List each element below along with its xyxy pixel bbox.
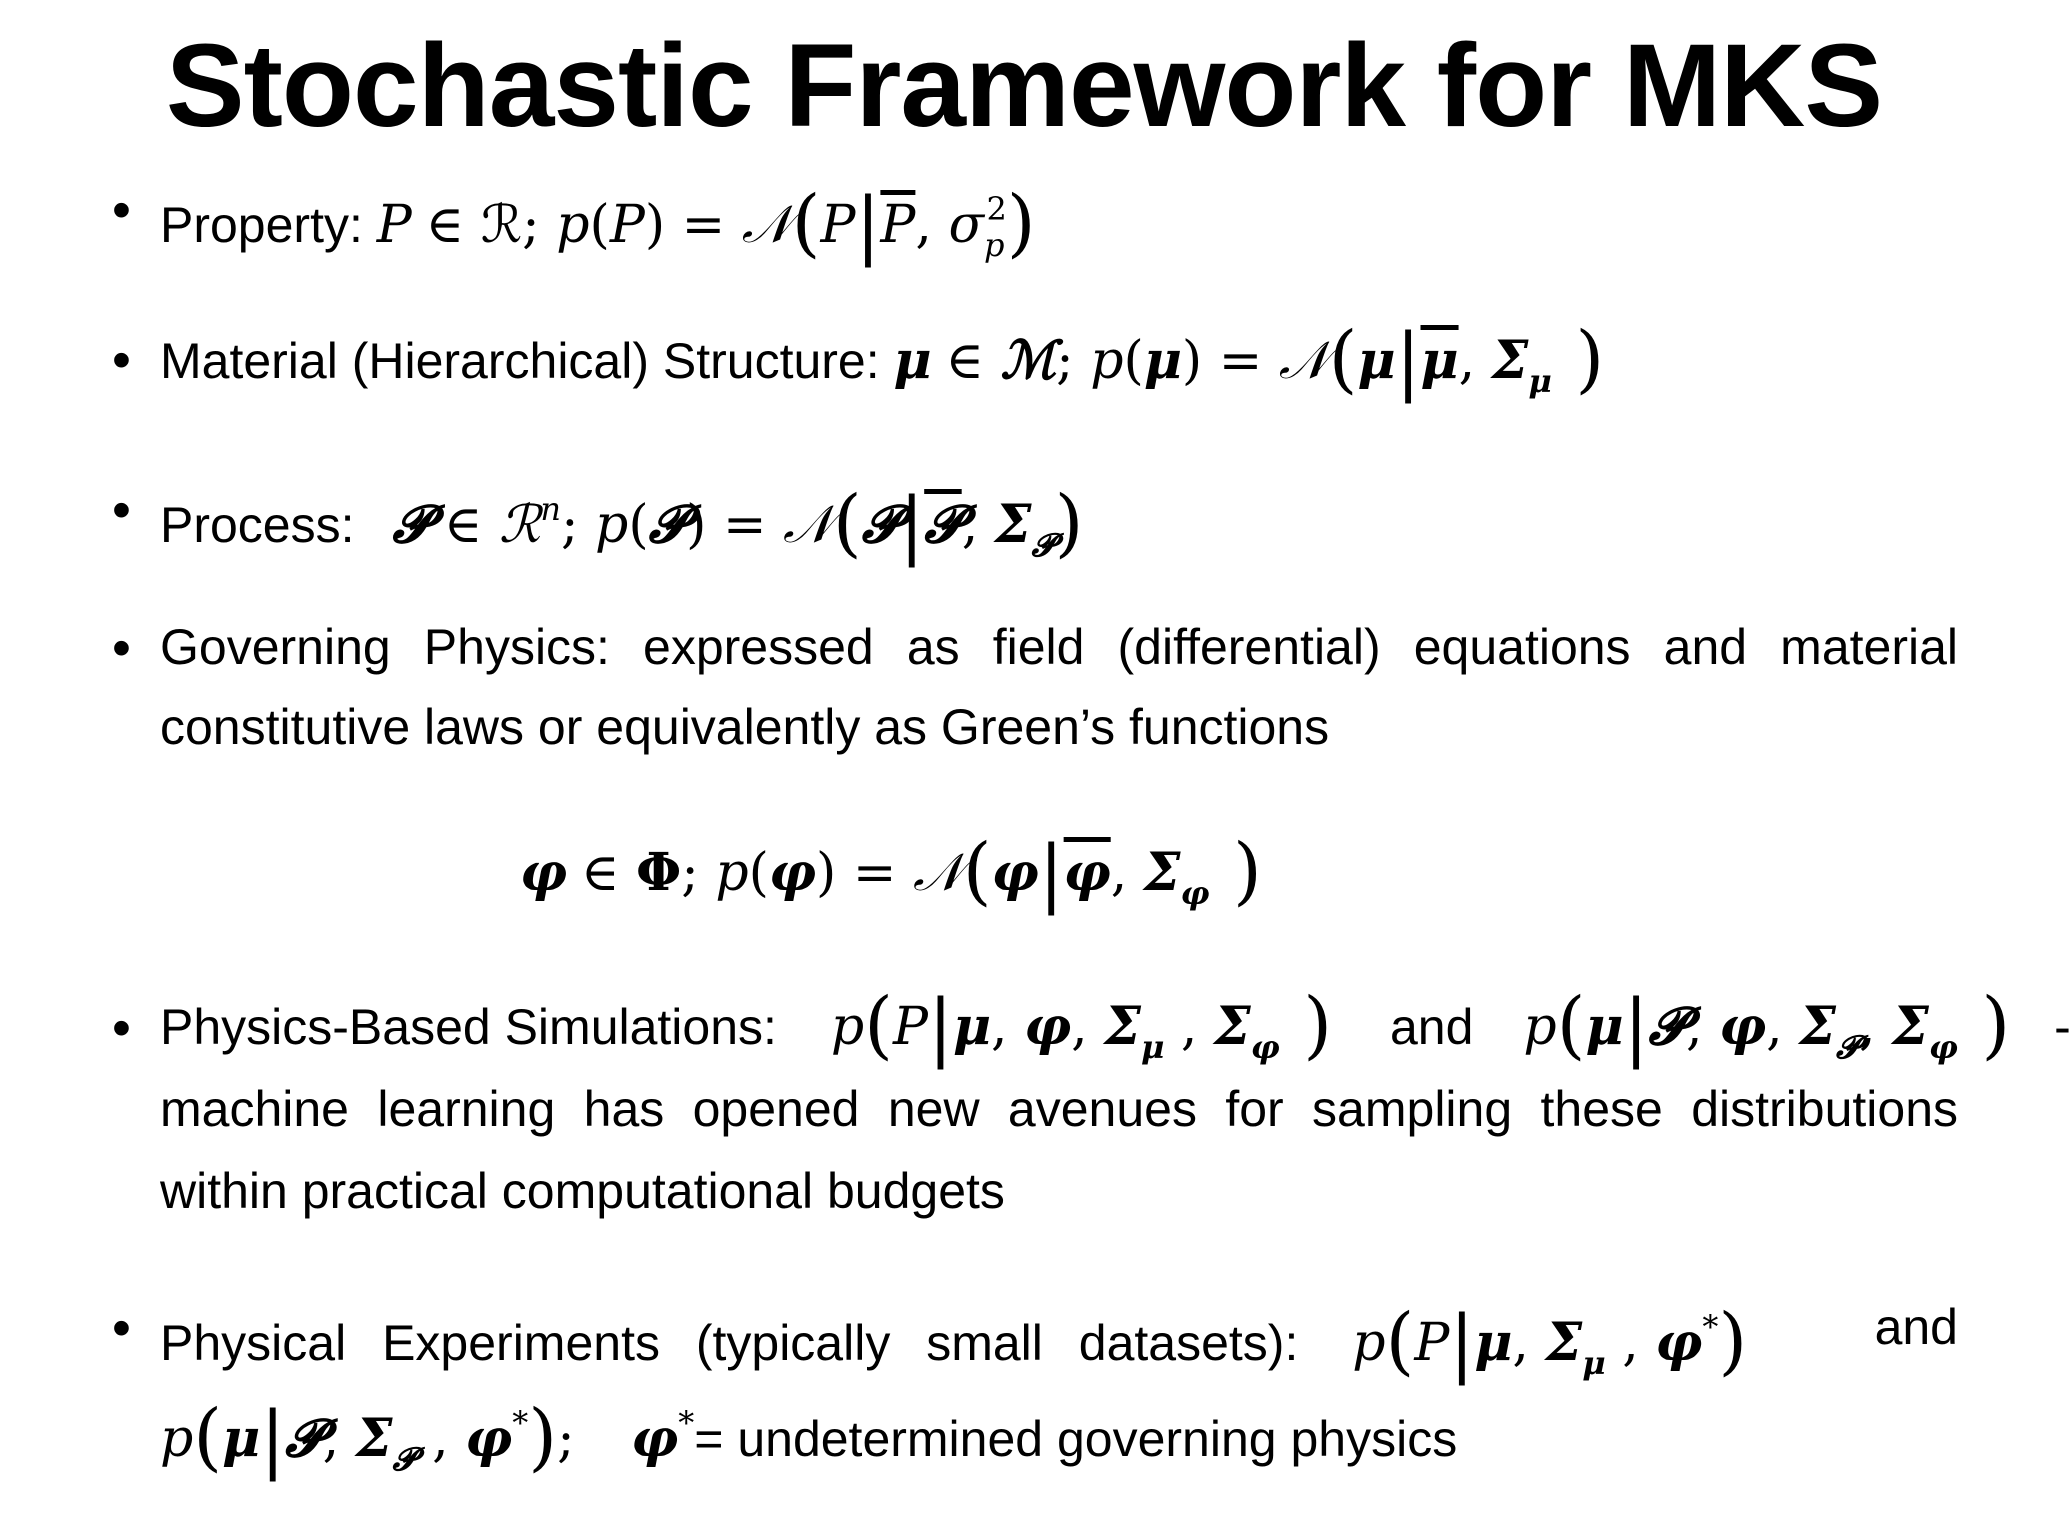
experiment-phi-star: φ* (631, 1404, 695, 1469)
simulation-formula-2: p(μ|𝓟, φ, $\Sigma_𝓟$, $\Sigma_\varphi$ ) (1523, 982, 2011, 1070)
bullet-dot: • (112, 330, 131, 390)
simulation-dash: - (2054, 999, 2071, 1055)
property-line (160, 168, 1036, 286)
simulation-line-2: machine learning has opened new avenues for sampling these distributions (160, 1081, 1958, 1137)
experiment-note: = undetermined governing physics (694, 1411, 1458, 1467)
process-line (160, 468, 1083, 586)
experiment-line-2 (160, 1382, 1457, 1500)
bullet-dot: • (112, 180, 131, 240)
bullet-dot: • (112, 1298, 131, 1358)
simulation-line-3: within practical computational budgets (160, 1163, 1005, 1219)
structure-formula: μ ∈ ℳ; $p(\mu) = 𝒩(\mu|\overline{\mu}$, $\Sigma_\mu$ ) (893, 316, 1605, 404)
experiment-and: and (1874, 1299, 1958, 1355)
process-formula: 𝓟 ∈ ℛ$^n$; p(𝓟) = 𝒩(𝓟|𝓟, $\Sigma_𝓟$) (392, 480, 1084, 568)
simulation-formula-1: p(P|μ, φ, $\Sigma_\mu$ , $\Sigma_\varphi$ ) (830, 982, 1333, 1070)
property-label: Property: (160, 197, 363, 253)
process-label: Process: (160, 497, 355, 553)
experiment-label: Physical Experiments (typically small datasets): (160, 1315, 1299, 1371)
page-title: Stochastic Framework for MKS (165, 20, 1883, 152)
physics-line-2: constitutive laws or equivalently as Green’s functions (160, 699, 1330, 755)
property-formula: P ∈ ℛ; $p(P) = 𝒩(P|\overline{P}$, $\sigma_p^2$) (376, 180, 1036, 268)
physics-line-1: Governing Physics: expressed as field (differential) equations and material (160, 619, 1958, 675)
physics-formula: φ ∈ Φ; $p(\varphi) = 𝒩(\varphi|\overline{\varphi}$, $\Sigma_\varphi$ ) (520, 828, 1262, 916)
bullet-dot: • (112, 618, 131, 678)
bullet-dot: • (112, 480, 131, 540)
experiment-formula-1: p(P|μ, $\Sigma_\mu$ , φ*) (1352, 1298, 1748, 1386)
structure-label: Material (Hierarchical) Structure: (160, 333, 880, 389)
structure-line (160, 318, 1604, 422)
bullet-dot: • (112, 998, 131, 1058)
simulation-label: Physics-Based Simulations: (160, 999, 777, 1055)
experiment-formula-2: p(μ|𝓟, $\Sigma_𝓟$ , φ*); (160, 1394, 592, 1482)
simulation-and: and (1390, 999, 1474, 1055)
